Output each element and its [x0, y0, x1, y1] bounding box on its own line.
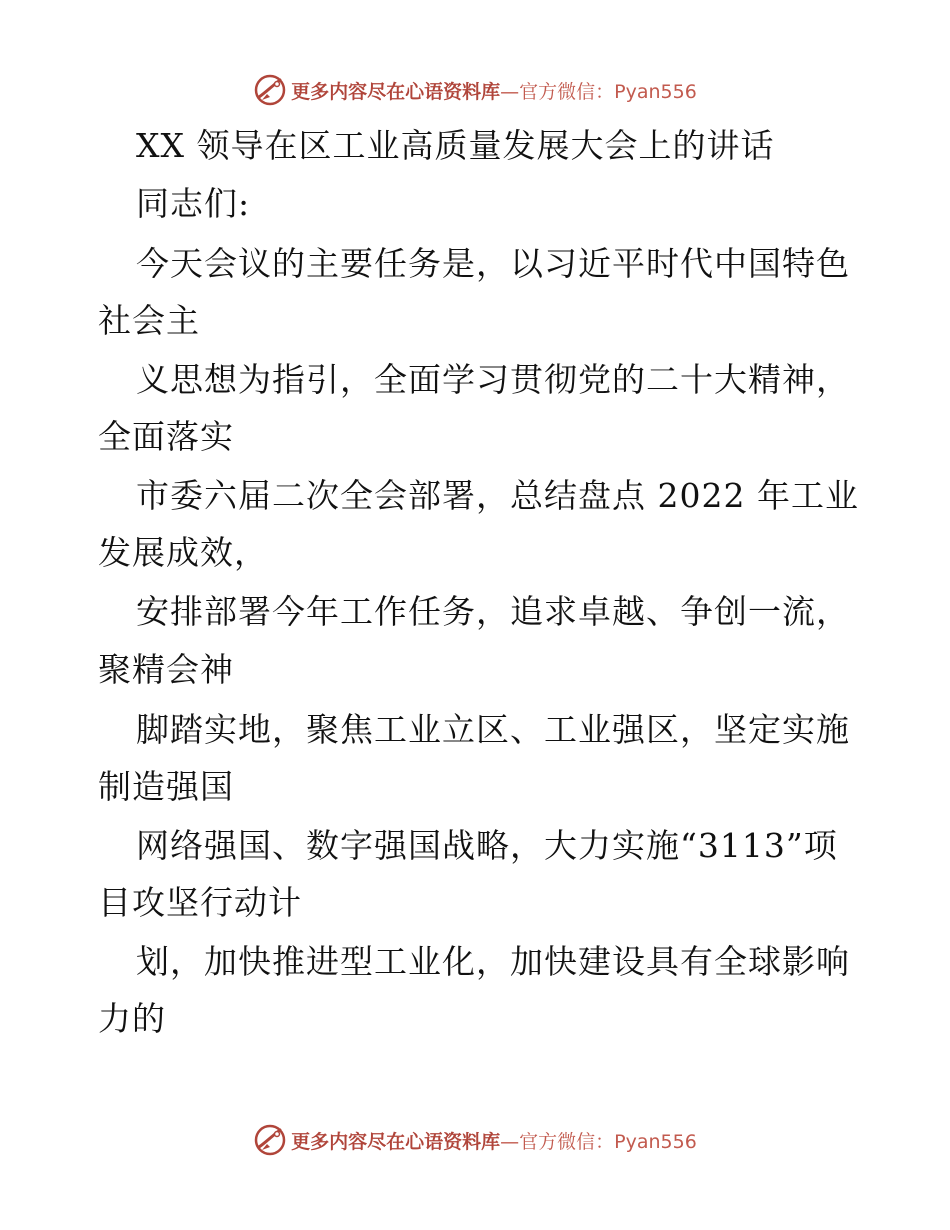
paragraph-line: 发展成效，: [98, 533, 268, 572]
paragraph-line: 聚精会神: [98, 650, 234, 689]
document-title: XX 领导在区工业高质量发展大会上的讲话: [136, 126, 775, 165]
paragraph-line: 市委六届二次全会部署，总结盘点 2022 年工业: [136, 476, 859, 515]
watermark-dash: —: [500, 80, 520, 103]
paragraph-line: 制造强国: [98, 767, 234, 806]
paragraph-line: 全面落实: [98, 417, 234, 456]
paragraph-line: 安排部署今年工作任务，追求卓越、争创一流，: [136, 592, 850, 631]
watermark-contact: 官方微信：Pyan556: [519, 80, 697, 103]
pen-logo-icon: [253, 73, 287, 107]
watermark-text: [291, 77, 697, 104]
paragraph-line: 社会主: [98, 301, 200, 340]
watermark-site: 更多内容尽在心语资料库: [291, 80, 501, 103]
paragraph-line: 网络强国、数字强国战略，大力实施“3113”项: [136, 826, 838, 865]
pen-logo-icon: [253, 1123, 287, 1157]
watermark-dash: —: [500, 1130, 520, 1153]
paragraph-line: 脚踏实地，聚焦工业立区、工业强区，坚定实施: [136, 710, 850, 749]
watermark-site: 更多内容尽在心语资料库: [291, 1130, 501, 1153]
watermark-text: [291, 1127, 697, 1154]
watermark-contact: 官方微信：Pyan556: [519, 1130, 697, 1153]
footer-watermark: [0, 1120, 950, 1160]
paragraph-line: 划，加快推进型工业化，加快建设具有全球影响: [136, 942, 850, 981]
header-watermark: [0, 70, 950, 110]
paragraph-line: 义思想为指引，全面学习贯彻党的二十大精神，: [136, 360, 850, 399]
salutation: 同志们:: [136, 184, 251, 223]
paragraph-line: 目攻坚行动计: [98, 883, 302, 922]
paragraph-line: 今天会议的主要任务是，以习近平时代中国特色: [136, 244, 850, 283]
paragraph-line: 力的: [98, 999, 166, 1038]
